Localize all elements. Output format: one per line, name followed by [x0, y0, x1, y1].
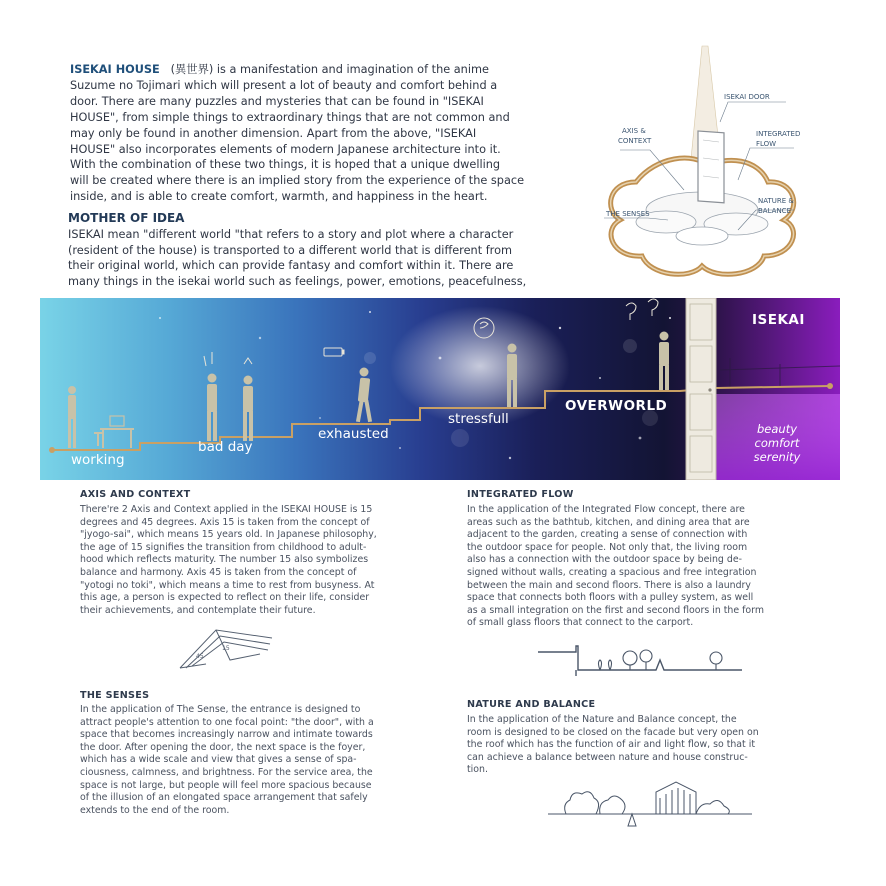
flow-line: the outdoor space for people. Not only that, the living room: [467, 541, 748, 553]
senses-text: [80, 704, 430, 817]
axis-line: There're 2 Axis and Context applied in the ISEKAI HOUSE is 15: [80, 504, 373, 515]
axis-line: their achievements, and contemplate their future.: [80, 604, 316, 616]
intro-line: door. There are many puzzles and mysteries that can be found in "ISEKAI: [70, 94, 484, 108]
battery-icon: [324, 348, 342, 356]
isekai-qualities: [742, 422, 812, 464]
nature-line: the roof which has the function of air and light flow, so that it: [467, 739, 755, 751]
nature-line: tion.: [467, 764, 488, 776]
intro-line: HOUSE", from simple things to extraordinary things that are not common and: [70, 110, 510, 124]
label-flow-2: FLOW: [756, 140, 777, 148]
figure-exhausted: [356, 368, 372, 423]
mother-of-idea-text: [68, 227, 590, 289]
quality-comfort: comfort: [754, 436, 800, 450]
nature-sketch: [546, 772, 756, 832]
door-knob: [708, 388, 711, 391]
senses-line: space is not large, but people will feel more spacious because: [80, 779, 372, 791]
label-stressfull: stressfull: [448, 411, 509, 427]
mother-of-idea-title: MOTHER OF IDEA: [68, 211, 185, 225]
nature-sketch-lines: [548, 782, 752, 826]
nature-balance-text: [467, 714, 812, 777]
path-end: [827, 383, 833, 389]
platform-front: [676, 227, 728, 245]
intro-line: will be created where there is an implied story from the experience of the space: [70, 174, 525, 188]
label-senses: THE SENSES: [606, 210, 650, 218]
label-axis-1: AXIS &: [622, 127, 646, 135]
senses-line: attract people's attention to one focal point: "the door", with a: [80, 716, 374, 728]
flow-line: adjacent to the garden, creating a sense of connection with: [467, 529, 748, 541]
isekai-door: [686, 298, 716, 480]
axis-context-title: AXIS AND CONTEXT: [80, 489, 191, 500]
flow-line: between the main and second floors. There is also a laundry: [467, 579, 751, 591]
concept-diagram: [598, 40, 808, 290]
desk-icon: [94, 416, 134, 448]
nature-line: In the application of the Nature and Balance concept, the: [467, 714, 737, 725]
flow-line: signed without walls, creating a spacious and free integration: [467, 566, 757, 578]
label-nature-2: BALANCE: [758, 207, 791, 215]
nature-line: can achieve a balance between nature and house construc-: [467, 751, 748, 763]
axis-line: the age of 15 signifies the transition from childhood to adult-: [80, 541, 367, 553]
integrated-flow-text: [467, 504, 812, 630]
house-kanji: (異世界): [170, 63, 214, 76]
sketch-label-15: 15: [222, 645, 230, 652]
sketch-label-45: 45: [196, 653, 204, 660]
senses-line: ciousness, calmness, and brightness. For the service area, the: [80, 766, 373, 778]
mother-line: many things in the isekai world such as feelings, power, emotions, peacefulness,: [68, 274, 527, 288]
senses-line: of the illusion of an elongated space arrangement that safely: [80, 792, 368, 804]
senses-title: THE SENSES: [80, 690, 150, 701]
mother-line: their original world, which can provide fantasy and comfort within it. There are: [68, 259, 514, 272]
label-overworld: OVERWORLD: [565, 398, 668, 414]
figure-overworld: [659, 332, 669, 391]
intro-line: HOUSE" also incorporates elements of modern Japanese architecture into it.: [70, 142, 501, 156]
intro-line: With the combination of these two things, it is hoped that a unique dwelling: [70, 158, 501, 172]
label-isekai-door: ISEKAI DOOR: [724, 93, 770, 101]
axis-line: balance and harmony. Axis 45 is taken from the concept of: [80, 566, 357, 578]
flow-line: space that connects both floors with a pulley system, as well: [467, 592, 754, 604]
axis-line: this age, a person is expected to reflect on their life, consider: [80, 592, 370, 604]
figure-bad-day-1: [207, 374, 217, 442]
intro-line: Suzume no Tojimari which will present a lot of beauty and comfort behind a: [70, 78, 498, 92]
mother-line: (resident of the house) is transported to a different world that is different from: [68, 243, 512, 257]
journey-banner: [40, 298, 840, 480]
flow-line: In the application of the Integrated Flow concept, there are: [467, 504, 745, 515]
mother-line: ISEKAI mean "different world "that refers to a story and plot where a character: [68, 228, 514, 241]
journey-illustration: [40, 298, 840, 480]
label-exhausted: exhausted: [318, 426, 389, 442]
label-isekai: ISEKAI: [752, 312, 805, 328]
label-working: working: [71, 452, 125, 468]
intro-line: may only be found in another dimension. Apart from the above, "ISEKAI: [70, 126, 477, 140]
figure-bad-day-2: [243, 376, 253, 442]
flow-line: as a small integration on the first and second floors in the form: [467, 604, 764, 616]
flow-line: areas such as the bathtub, kitchen, and dining area that are: [467, 516, 750, 528]
power-poles: [720, 358, 840, 388]
axis-line: degrees and 45 degrees. Axis 15 is taken from the concept of: [80, 516, 370, 528]
intro-line-1-text: is a manifestation and imagination of the anime: [213, 63, 489, 76]
nature-balance-title: NATURE AND BALANCE: [467, 699, 596, 710]
senses-line: the door. After opening the door, the next space is the foyer,: [80, 741, 366, 753]
figure-working: [68, 386, 76, 448]
axis-line: "jyogo-sai", which means 15 years old. In Japanese philosophy,: [80, 529, 377, 541]
quality-beauty: beauty: [756, 422, 798, 436]
nature-line: room is designed to be closed on the facade but very open on: [467, 726, 759, 738]
intro-line: inside, and is able to create comfort, warmth, and happiness in the heart.: [70, 190, 488, 204]
axis-line: hood which reflects maturity. The number 15 also symbolizes: [80, 554, 369, 566]
path-start: [49, 447, 55, 453]
label-axis-2: CONTEXT: [618, 137, 652, 145]
label-bad-day: bad day: [198, 439, 253, 455]
senses-line: which has a wide scale and view that gives a sense of spa-: [80, 754, 357, 766]
quality-serenity: serenity: [753, 450, 801, 464]
flow-section-sketch: [536, 640, 746, 680]
integrated-flow-title: INTEGRATED FLOW: [467, 489, 574, 500]
senses-line: extends to the end of the room.: [80, 804, 230, 816]
senses-line: In the application of The Sense, the entrance is designed to: [80, 704, 361, 715]
flow-line: also has a connection with the outdoor space by being de-: [467, 554, 742, 566]
axis-sketch: [176, 624, 276, 674]
flow-line: of small glass floors that connect to the carport.: [467, 617, 694, 629]
axis-context-text: [80, 504, 430, 617]
axis-line: "yotogi no toki", which means a time to rest from busyness. At: [80, 579, 375, 591]
intro-line-1: [70, 62, 590, 78]
label-flow-1: INTEGRATED: [756, 130, 801, 138]
senses-line: space that becomes increasingly narrow and intimate towards: [80, 729, 373, 741]
intro-paragraph: [70, 62, 590, 205]
isekai-door-model: [698, 131, 724, 203]
label-nature-1: NATURE &: [758, 197, 794, 205]
house-name: ISEKAI HOUSE: [70, 63, 160, 76]
